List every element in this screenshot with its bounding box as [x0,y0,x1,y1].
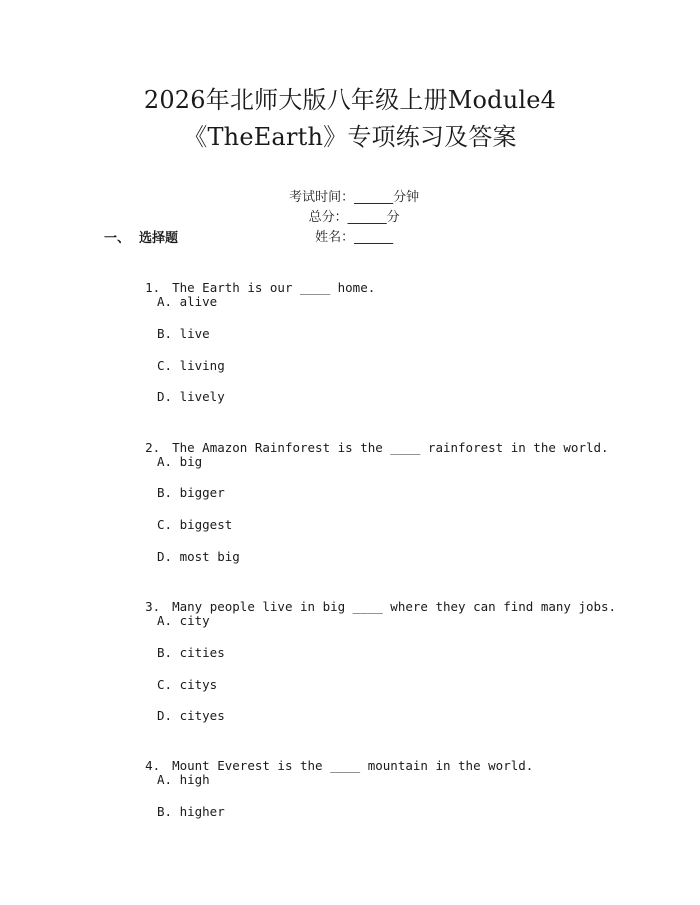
question-1 [130,261,375,297]
question-number: 1. [145,280,161,295]
question-number: 2. [145,440,161,455]
question-text: Mount Everest is the ____ mountain in the world. [172,758,534,773]
question-2-option-a: A. big [157,454,203,469]
question-number: 4. [145,758,161,773]
question-2-option-d: D. most big [157,549,240,564]
question-2 [130,421,609,457]
question-3-option-a: A. city [157,613,210,628]
question-1-option-b: B. live [157,326,210,341]
exam-time-field: 考试时间：______分钟 [289,190,420,205]
question-4 [130,739,533,775]
question-4-option-a: A. high [157,772,210,787]
question-2-option-c: C. biggest [157,517,233,532]
question-text: The Earth is our ____ home. [172,280,376,295]
name-field: 姓名：______ [315,230,394,245]
document-title-line-1: 2026年北师大版八年级上册Module4 [143,86,557,114]
question-2-option-b: B. bigger [157,485,225,500]
question-1-option-d: D. lively [157,389,225,404]
section-heading-multiple-choice: 一、 选择题 [104,231,179,246]
question-4-option-b: B. higher [157,804,225,819]
question-text: The Amazon Rainforest is the ____ rainforest in the world. [172,440,609,455]
question-3-option-b: B. cities [157,645,225,660]
total-score-field: 总分：______分 [308,210,400,225]
question-3 [130,580,616,616]
document-title-line-2: 《TheEarth》专项练习及答案 [183,123,517,151]
question-3-option-d: D. cityes [157,708,225,723]
question-1-option-a: A. alive [157,294,218,309]
question-text: Many people live in big ____ where they can find many jobs. [172,599,617,614]
question-3-option-c: C. citys [157,677,218,692]
question-1-option-c: C. living [157,358,225,373]
question-number: 3. [145,599,161,614]
